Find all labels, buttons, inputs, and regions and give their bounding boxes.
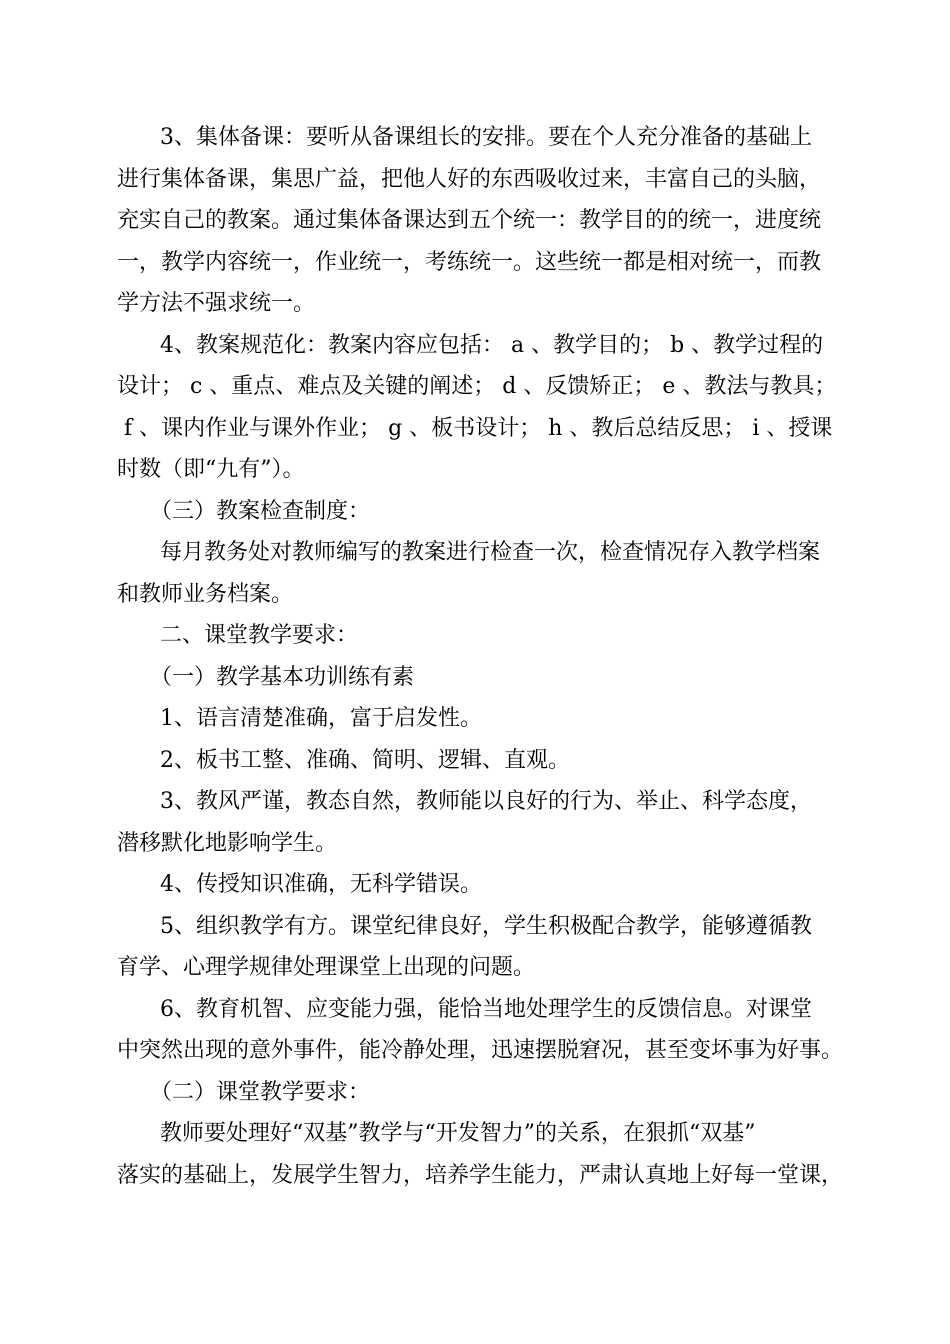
section-heading: 二、课堂教学要求： xyxy=(160,623,359,648)
text-line: 育学、心理学规律处理课堂上出现的问题。 xyxy=(117,955,536,980)
text-line: 2、板书工整、准确、简明、逻辑、直观。 xyxy=(160,748,570,773)
text-line: 4、教案规范化：教案内容应包括： a 、教学目的； b 、教学过程的 xyxy=(160,333,824,358)
text-line: 每月教务处对教师编写的教案进行检查一次，检查情况存入教学档案 xyxy=(160,540,821,565)
text-line: 充实自己的教案。通过集体备课达到五个统一：教学目的的统一，进度统 xyxy=(117,208,822,233)
section-heading: （三）教案检查制度： xyxy=(150,499,371,524)
text-line: 学方法不强求统一。 xyxy=(117,291,316,316)
text-line: 1、语言清楚准确，富于启发性。 xyxy=(160,706,482,731)
text-line: 落实的基础上，发展学生智力，培养学生能力，严肃认真地上好每一堂课， xyxy=(117,1163,844,1188)
text-line: 一，教学内容统一，作业统一，考练统一。这些统一都是相对统一，而教 xyxy=(117,250,822,275)
text-line: 教师要处理好“双基”教学与“开发智力”的关系，在狠抓“双基” xyxy=(160,1121,756,1146)
text-line: 进行集体备课，集思广益，把他人好的东西吸收过来，丰富自己的头脑， xyxy=(117,167,822,192)
text-line: 时数（即“九有”）。 xyxy=(117,457,305,482)
text-line: 潜移默化地影响学生。 xyxy=(117,831,338,856)
section-heading: （二）课堂教学要求： xyxy=(150,1080,371,1105)
text-line: 6、教育机智、应变能力强，能恰当地处理学生的反馈信息。对课堂 xyxy=(160,997,812,1022)
text-line: 4、传授知识准确，无科学错误。 xyxy=(160,872,482,897)
text-line: 3、教风严谨，教态自然，教师能以良好的行为、举止、科学态度， xyxy=(160,789,812,814)
section-heading: （一）教学基本功训练有素 xyxy=(150,665,415,690)
text-line: 和教师业务档案。 xyxy=(117,582,294,607)
text-line: 5、组织教学有方。课堂纪律良好，学生积极配合教学，能够遵循教 xyxy=(160,914,812,939)
text-line: f 、课内作业与课外作业； g 、板书设计； h 、教后总结反思； i 、授课 xyxy=(117,416,833,441)
text-line: 中突然出现的意外事件，能冷静处理，迅速摆脱窘况，甚至变坏事为好事。 xyxy=(117,1038,844,1063)
text-line: 3、集体备课：要听从备课组长的安排。要在个人充分准备的基础上 xyxy=(160,125,812,150)
text-line: 设计； c 、重点、难点及关键的阐述； d 、反馈矫正； e 、教法与教具； xyxy=(117,374,837,399)
